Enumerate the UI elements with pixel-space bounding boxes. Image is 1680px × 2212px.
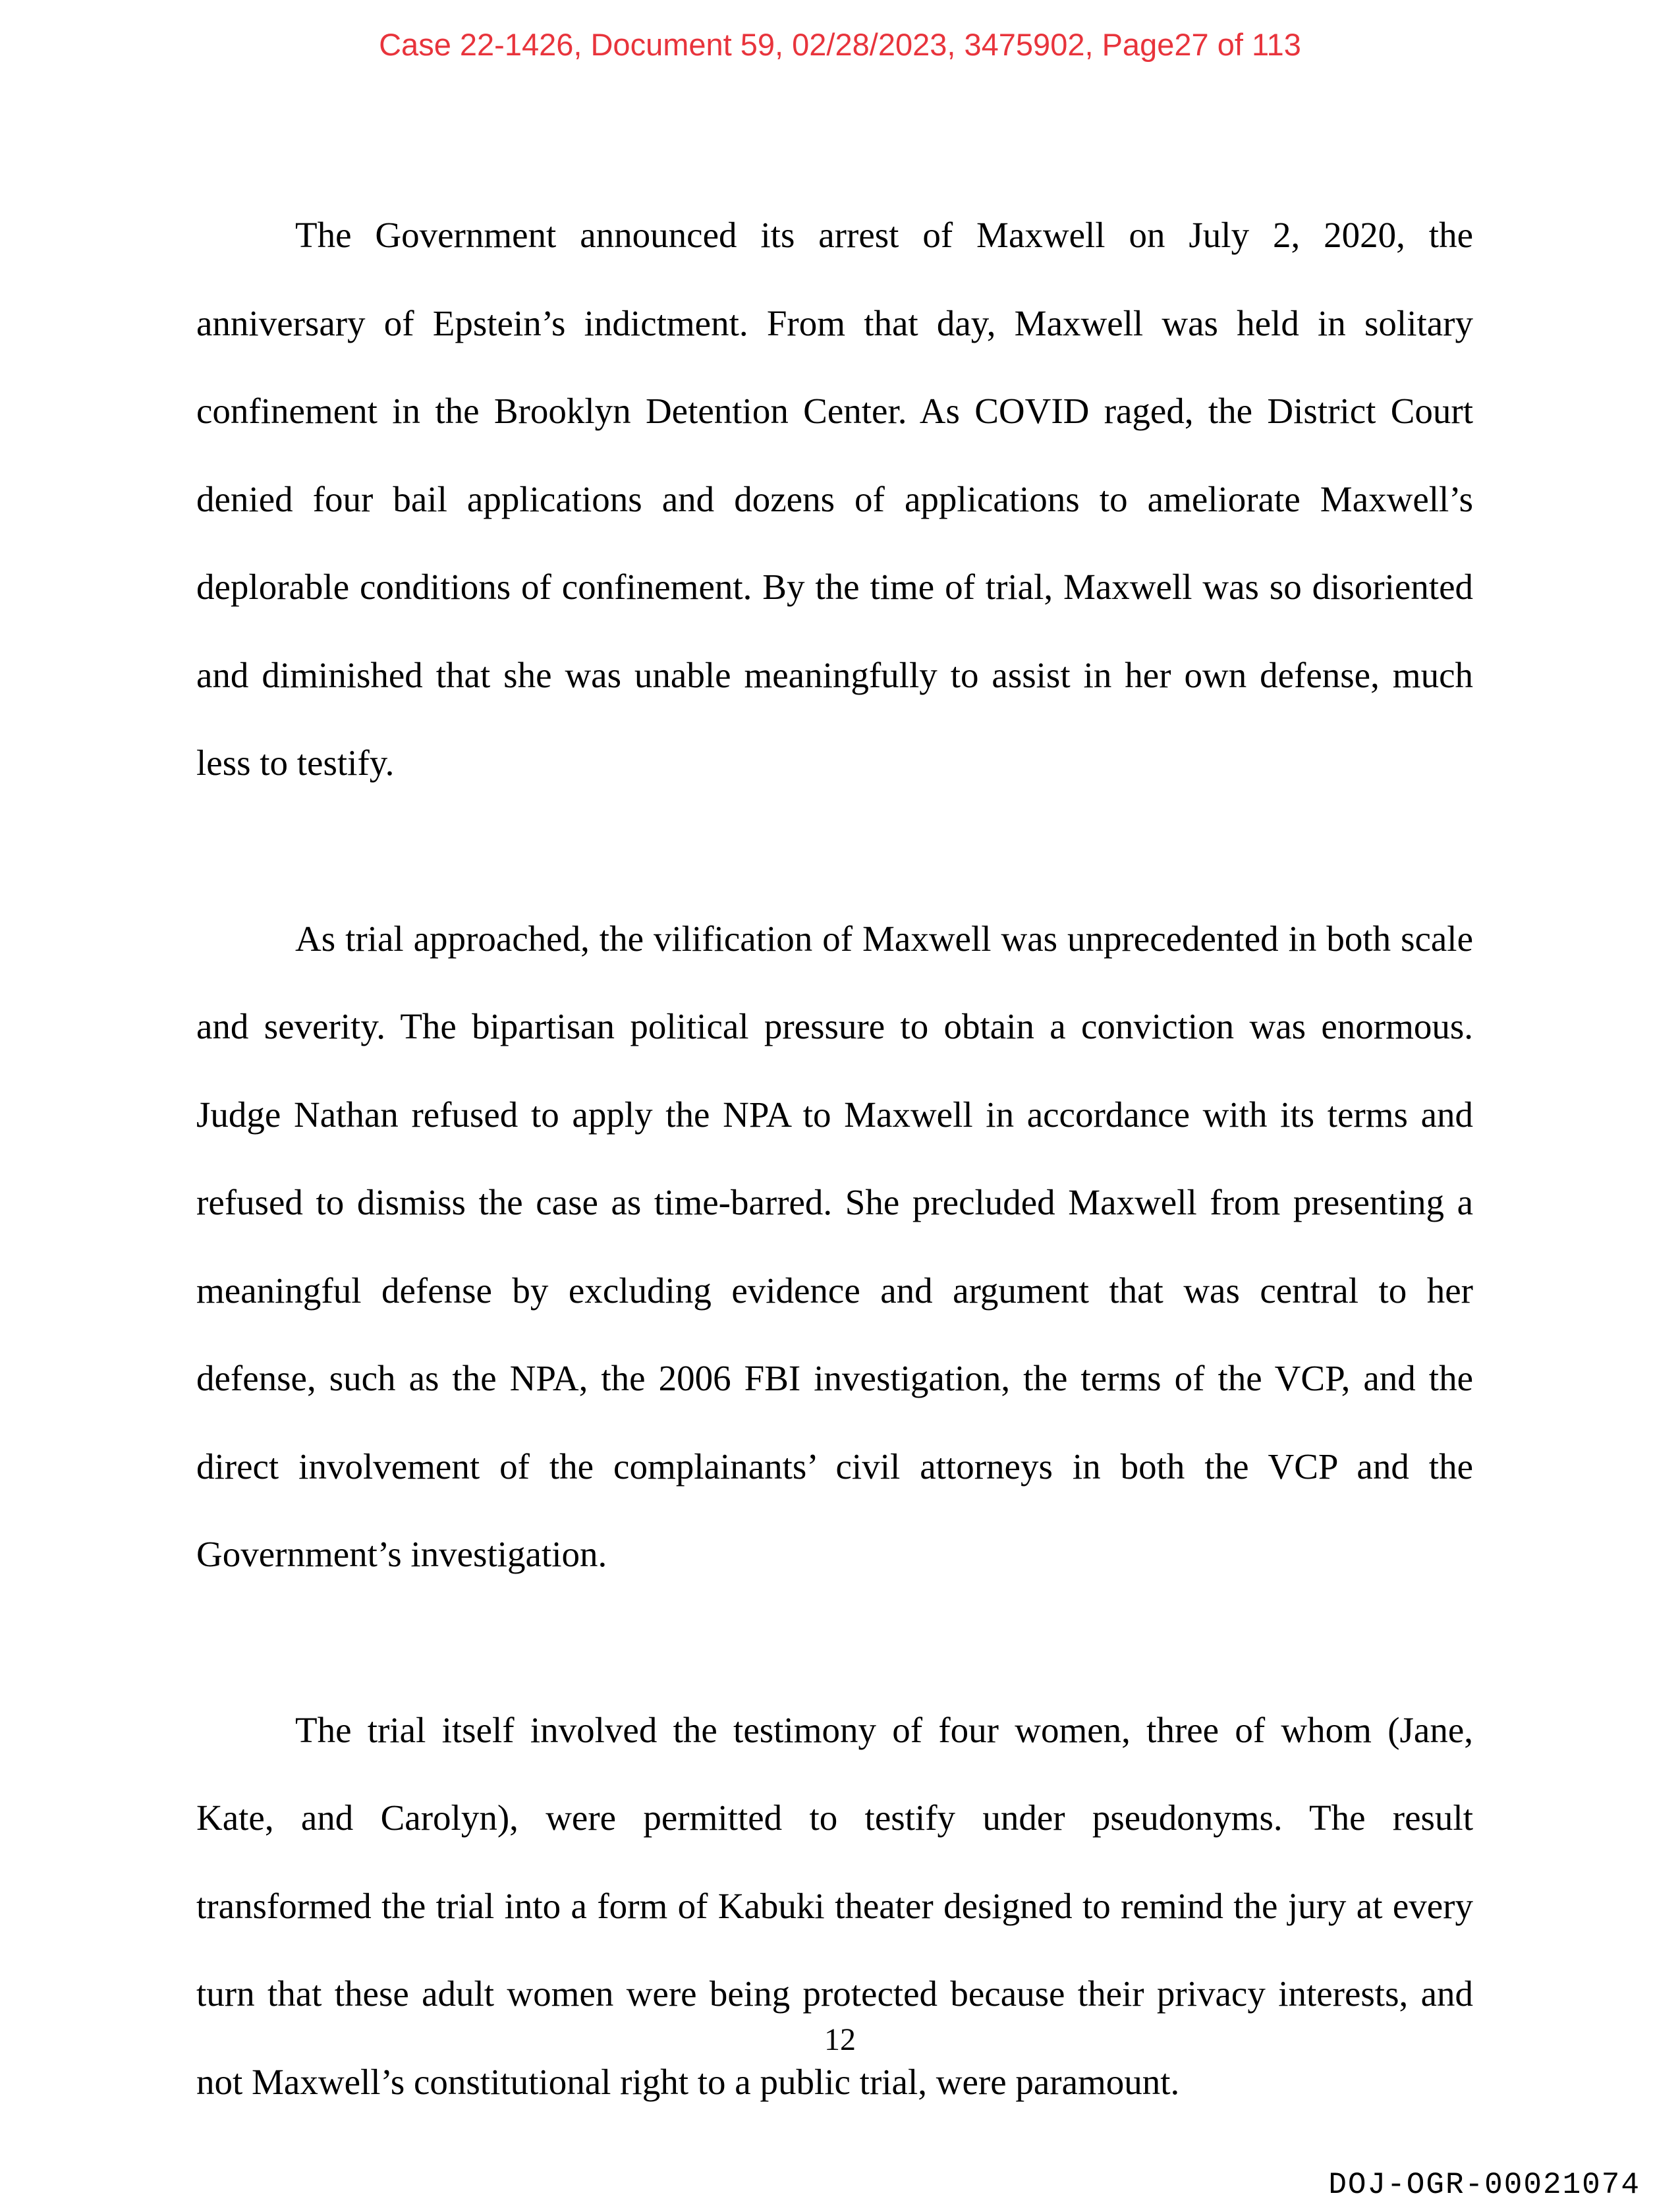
page-number: 12 — [824, 2022, 856, 2057]
paragraph-trial-approach: As trial approached, the vilification of Maxwell was unprecedented in both scale and severity. The bipartisan political pressure to obtain a conviction was enormous. Judge Nathan refused to apply the NPA to Maxwell in accordance with its terms and refused to dismiss the case as time-barred. She precluded Maxwell from presenting a meaningful defense by excluding evidence and argument that was central to her defense, such as the NPA, the 2006 FBI investigation, the terms of the VCP, and the direct involvement of the complainants’ civil attorneys in both the VCP and the Government’s investigation. — [196, 918, 1473, 1574]
document-body — [196, 191, 1473, 2126]
paragraph-arrest: The Government announced its arrest of Maxwell on July 2, 2020, the anniversary of Epstein’s indictment. From that day, Maxwell was held in solitary confinement in the Brooklyn Detention Center. As COVID raged, the District Court denied four bail applications and dozens of applications to ameliorate Maxwell’s deplorable conditions of confinement. By the time of trial, Maxwell was so disoriented and diminished that she was unable meaningfully to assist in her own defense, much less to testify. — [196, 215, 1473, 783]
case-header-stamp: Case 22-1426, Document 59, 02/28/2023, 3475902, Page27 of 113 — [379, 27, 1301, 62]
paragraph-trial-testimony: The trial itself involved the testimony of four women, three of whom (Jane, Kate, and Carolyn), were permitted to testify under pseudonyms. The result transformed the trial into a form of Kabuki theater designed to remind the jury at every turn that these adult women were being protected because their privacy interests, and not Maxwell’s constitutional right to a public trial, were paramount. — [196, 1709, 1473, 2102]
bates-number: DOJ-OGR-00021074 — [1328, 2168, 1640, 2202]
